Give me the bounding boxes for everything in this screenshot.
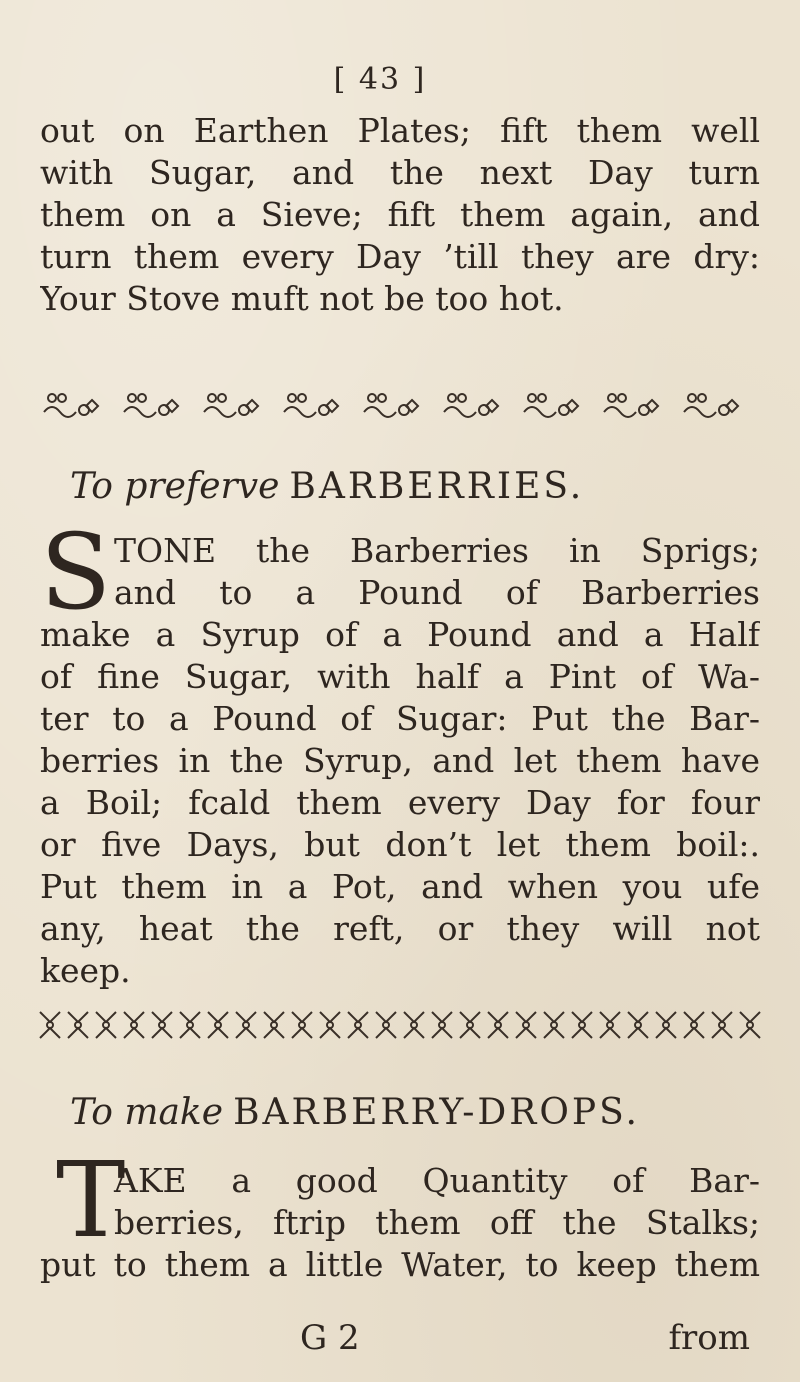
text-line: of fine Sugar, with half a Pint of Wa- bbox=[40, 657, 760, 696]
text-line: keep. bbox=[40, 951, 131, 990]
recipe-barberries bbox=[40, 530, 760, 992]
text-line: with Sugar, and the next Day turn bbox=[40, 153, 760, 192]
text-line: make a Syrup of a Pound and a Half bbox=[40, 615, 760, 654]
text-line: AKE a good Quantity of Bar- bbox=[114, 1161, 760, 1200]
title-italic: To preferve bbox=[70, 466, 280, 507]
recipe-barberry-drops bbox=[40, 1160, 760, 1286]
text-line: Your Stove muft not be too hot. bbox=[40, 279, 564, 318]
continued-paragraph bbox=[40, 110, 760, 320]
catchword: from bbox=[668, 1318, 750, 1358]
text-line: out on Earthen Plates; fift them well bbox=[40, 111, 760, 150]
text-line: turn them every Day ’till they are dry: bbox=[40, 237, 760, 276]
ornament-band-floral bbox=[38, 388, 762, 422]
page-header bbox=[0, 62, 800, 97]
section-title-barberries bbox=[70, 466, 770, 507]
title-italic: To make bbox=[70, 1092, 224, 1133]
text-line: and to a Pound of Barberries bbox=[114, 573, 760, 612]
text-line: ter to a Pound of Sugar: Put the Bar- bbox=[40, 699, 760, 738]
signature-mark: G 2 bbox=[300, 1318, 360, 1358]
text-line: TONE the Barberries in Sprigs; bbox=[114, 531, 760, 570]
drop-cap-t: T bbox=[56, 1139, 126, 1261]
page-number: [ 43 ] bbox=[333, 62, 427, 97]
section-title-barberry-drops bbox=[70, 1092, 770, 1133]
drop-cap-s: S bbox=[40, 511, 112, 633]
text-line: berries in the Syrup, and let them have bbox=[40, 741, 760, 780]
title-caps: BARBERRIES. bbox=[289, 466, 585, 507]
text-line: any, heat the reft, or they will not bbox=[40, 909, 760, 948]
text-line: a Boil; fcald them every Day for four bbox=[40, 783, 760, 822]
text-line: berries, ftrip them off the Stalks; bbox=[114, 1203, 760, 1242]
text-line: them on a Sieve; fift them again, and bbox=[40, 195, 760, 234]
text-line: put to them a little Water, to keep them bbox=[40, 1245, 760, 1284]
title-caps: BARBERRY-DROPS. bbox=[233, 1092, 640, 1133]
ornament-band-lattice bbox=[38, 1008, 762, 1042]
text-line: Put them in a Pot, and when you ufe bbox=[40, 867, 760, 906]
text-line: or five Days, but don’t let them boil:. bbox=[40, 825, 760, 864]
